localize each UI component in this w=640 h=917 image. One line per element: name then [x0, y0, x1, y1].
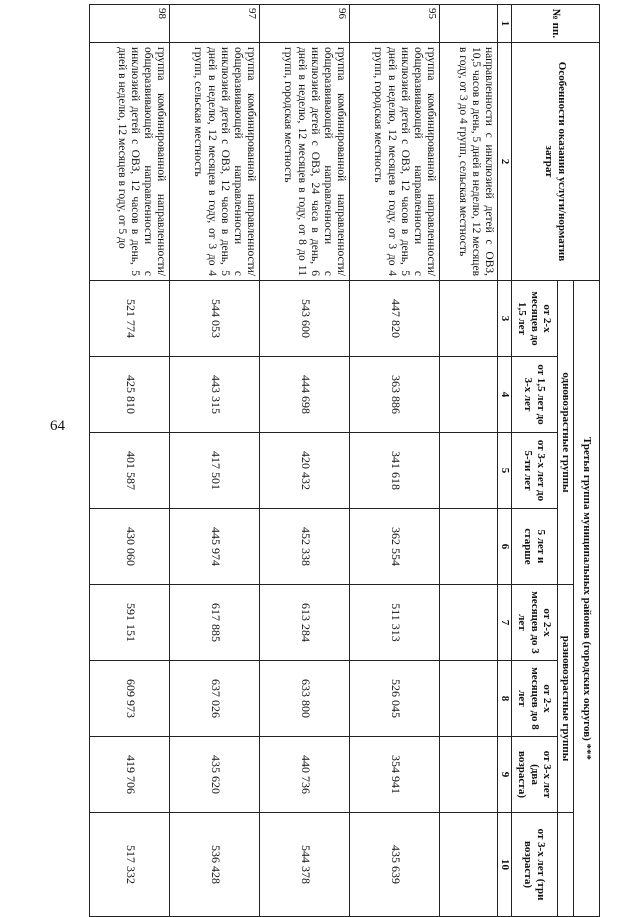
index-cell: 2 [498, 43, 512, 281]
mixed-age-header: разновозрастные группы [558, 585, 574, 813]
value-cell [440, 509, 498, 585]
age-col-header: от 3-х лет (три возраста) [512, 813, 558, 917]
cost-norms-table [89, 4, 600, 917]
group-header: Третья группа муниципальных районов (городских округов) *** [574, 281, 600, 917]
row-number: 98 [90, 5, 170, 43]
value-cell: 543 600 [260, 281, 350, 357]
table-row [440, 5, 498, 917]
value-cell: 430 060 [90, 509, 170, 585]
value-cell [440, 661, 498, 737]
value-cell: 444 698 [260, 357, 350, 433]
value-cell: 591 151 [90, 585, 170, 661]
value-cell: 637 026 [170, 661, 260, 737]
value-cell: 435 639 [350, 813, 440, 917]
value-cell [440, 357, 498, 433]
table-row [90, 5, 170, 917]
value-cell: 417 501 [170, 433, 260, 509]
table-row [170, 5, 260, 917]
age-col-header: 5 лет и старше [512, 509, 558, 585]
row-description: группа комбинированной направленности/ общеразвивающей направленности с инклюзией детей с ОВЗ, 24 часа в день, 6 дней в неделю, 12 месяцев в году, от 8 до 11 групп, городская местность [260, 43, 350, 281]
age-col-header: от 2-х месяцев до 3 лет [512, 585, 558, 661]
row-number: 96 [260, 5, 350, 43]
value-cell: 517 332 [90, 813, 170, 917]
value-cell: 362 554 [350, 509, 440, 585]
age-col-header: от 2-х месяцев до 8 лет [512, 661, 558, 737]
value-cell: 521 774 [90, 281, 170, 357]
value-cell: 609 973 [90, 661, 170, 737]
value-cell: 544 378 [260, 813, 350, 917]
age-col-header: от 3-х лет до 5-ти лет [512, 433, 558, 509]
index-cell: 8 [498, 661, 512, 737]
value-cell: 526 045 [350, 661, 440, 737]
col-number-header: № пп. [512, 5, 600, 43]
value-cell: 536 428 [170, 813, 260, 917]
index-cell: 1 [498, 5, 512, 43]
value-cell: 447 820 [350, 281, 440, 357]
value-cell: 544 053 [170, 281, 260, 357]
value-cell [440, 433, 498, 509]
index-cell: 7 [498, 585, 512, 661]
table-row [350, 5, 440, 917]
index-cell: 6 [498, 509, 512, 585]
value-cell: 445 974 [170, 509, 260, 585]
rotated-page [80, 4, 600, 901]
row-number [440, 5, 498, 43]
age-col-header: от 1,5 лет до 3-х лет [512, 357, 558, 433]
value-cell: 425 810 [90, 357, 170, 433]
value-cell: 617 885 [170, 585, 260, 661]
col-feature-header: Особенности оказания услуги/норматив затрат [512, 43, 600, 281]
row-number: 95 [350, 5, 440, 43]
empty-subheader [558, 813, 574, 917]
row-description: группа комбинированной направленности/ общеразвивающей направленности с инклюзией детей с ОВЗ, 12 часов в день, 5 дней в неделю, 12 месяцев в году, от 3 до 4 групп, сельская местность [170, 43, 260, 281]
value-cell: 633 800 [260, 661, 350, 737]
value-cell: 341 618 [350, 433, 440, 509]
value-cell [440, 585, 498, 661]
table-row [260, 5, 350, 917]
value-cell [440, 813, 498, 917]
value-cell: 419 706 [90, 737, 170, 813]
page-number: 64 [50, 418, 65, 434]
value-cell: 511 313 [350, 585, 440, 661]
index-cell: 3 [498, 281, 512, 357]
value-cell: 420 432 [260, 433, 350, 509]
value-cell [440, 737, 498, 813]
value-cell: 440 736 [260, 737, 350, 813]
value-cell: 452 338 [260, 509, 350, 585]
index-cell: 9 [498, 737, 512, 813]
row-number: 97 [170, 5, 260, 43]
value-cell: 363 886 [350, 357, 440, 433]
age-col-header: от 3-х лет (два возраста) [512, 737, 558, 813]
value-cell [440, 281, 498, 357]
index-cell: 5 [498, 433, 512, 509]
value-cell: 443 315 [170, 357, 260, 433]
value-cell: 354 941 [350, 737, 440, 813]
age-col-header: от 2-х месяцев до 1,5 лет [512, 281, 558, 357]
row-description: группа комбинированной направленности/ общеразвивающей направленности с инклюзией детей с ОВЗ, 12 часов в день, 5 дней в неделю, 12 месяцев в году, от 5 до [90, 43, 170, 281]
single-age-header: одновозрастные группы [558, 281, 574, 585]
value-cell: 401 587 [90, 433, 170, 509]
index-cell: 10 [498, 813, 512, 917]
row-description: направленности с инклюзией детей с ОВЗ, 10,5 часов в день, 5 дней в неделю, 12 месяцев в году, от 3 до 4 групп, сельская местность [440, 43, 498, 281]
value-cell: 435 620 [170, 737, 260, 813]
value-cell: 613 284 [260, 585, 350, 661]
row-description: группа комбинированной направленности/общеразвивающей направленности с инклюзией детей с ОВЗ, 12 часов в день, 5 дней в неделю, 12 месяцев в году, от 3 до 4 групп, городская местность [350, 43, 440, 281]
index-cell: 4 [498, 357, 512, 433]
